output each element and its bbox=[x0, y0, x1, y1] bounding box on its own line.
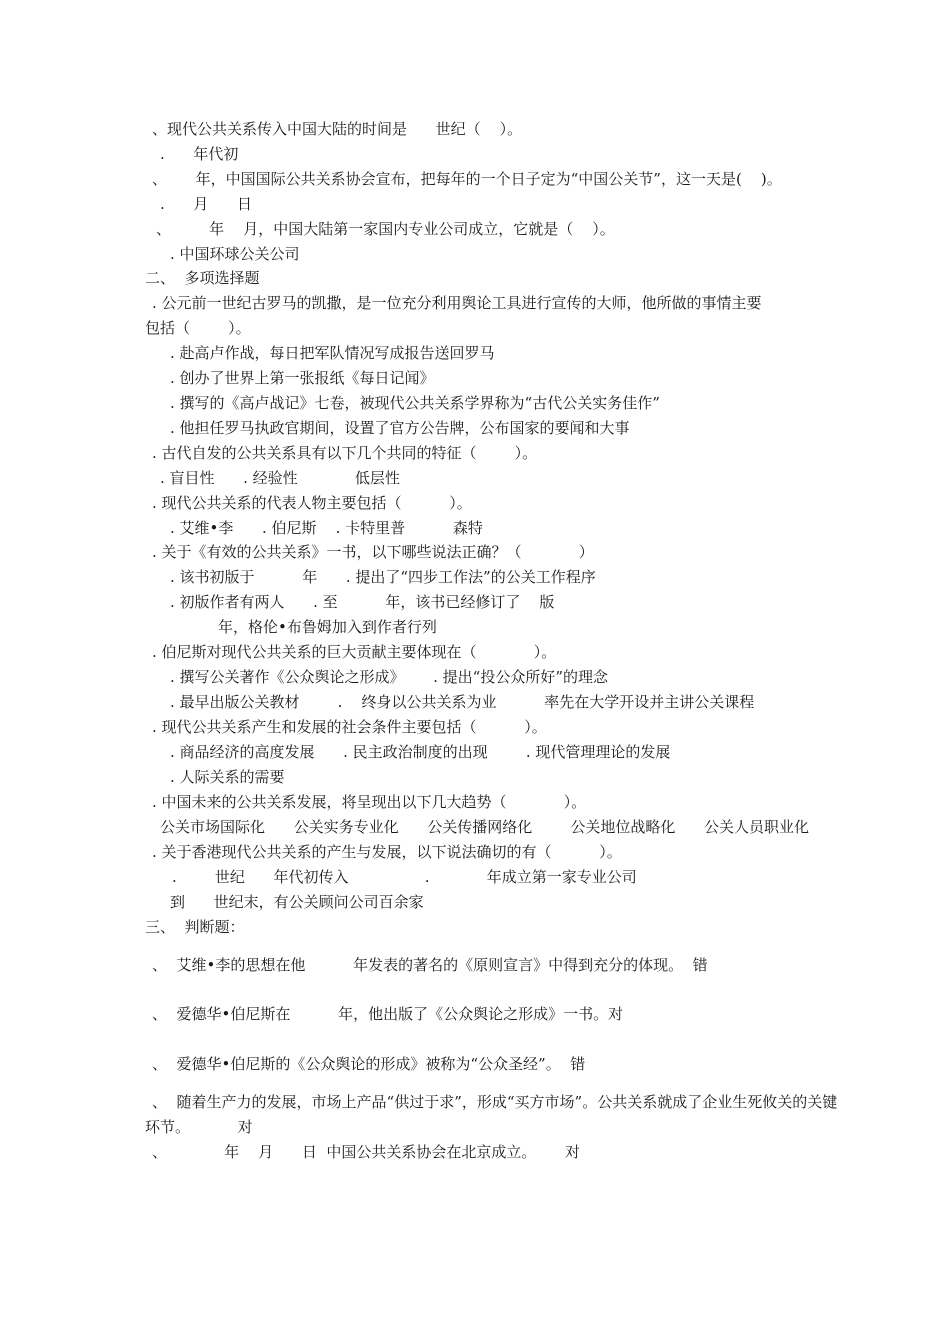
mc4-options-1: . 该书初版于 年 . 提出了“四步工作法”的公关工作程序 bbox=[170, 568, 596, 586]
mc8-options-1: . 世纪 年代初传入 . 年成立第一家专业公司 bbox=[172, 868, 637, 886]
mc1-option-b: . 创办了世界上第一张报纸《每日记闻》 bbox=[170, 369, 435, 387]
mc1-option-d: . 他担任罗马执政官期间，设置了官方公告牌，公布国家的要闻和大事 bbox=[170, 419, 630, 437]
mc4-options-3: 年，格伦•布鲁姆加入到作者行列 bbox=[218, 618, 437, 636]
mc5-text: . 伯尼斯对现代公共关系的巨大贡献主要体现在（ ）。 bbox=[152, 643, 557, 661]
mc3-options: . 艾维•李 . 伯尼斯 . 卡特里普 森特 bbox=[170, 519, 483, 537]
q2-text: 、 年，中国国际公共关系协会宣布，把每年的一个日子定为“中国公关节”，这一天是( )。 bbox=[152, 170, 782, 188]
q3-answer: . 中国环球公关公司 bbox=[170, 245, 300, 263]
mc4-options-2: . 初版作者有两人 . 至 年，该书已经修订了 版 bbox=[170, 593, 555, 611]
q3-text: 、 年 月，中国大陆第一家国内专业公司成立，它就是（ ）。 bbox=[156, 220, 615, 238]
mc7-options: 公关市场国际化 公关实务专业化 公关传播网络化 公关地位战略化 公关人员职业化 bbox=[160, 818, 809, 836]
mc3-text: . 现代公共关系的代表人物主要包括（ ）。 bbox=[152, 494, 472, 512]
mc2-text: . 古代自发的公共关系具有以下几个共同的特征（ ）。 bbox=[152, 444, 538, 462]
mc8-text: . 关于香港现代公共关系的产生与发展，以下说法确切的有（ ）。 bbox=[152, 843, 622, 861]
q2-answer: . 月 日 bbox=[160, 195, 252, 213]
mc6-options-1: . 商品经济的高度发展 . 民主政治制度的出现 . 现代管理理论的发展 bbox=[170, 743, 671, 761]
mc7-text: . 中国未来的公共关系发展，将呈现出以下几大趋势（ ）。 bbox=[152, 793, 587, 811]
section-heading-true-false: 三、 判断题： bbox=[145, 918, 245, 936]
tf4-text-cont: 环节。 对 bbox=[145, 1118, 253, 1136]
section-heading-multiple-choice: 二、 多项选择题 bbox=[145, 269, 260, 287]
tf2-text: 、 爱德华•伯尼斯在 年，他出版了《公众舆论之形成》一书。对 bbox=[152, 1005, 624, 1023]
mc2-options: . 盲目性 . 经验性 低层性 bbox=[160, 469, 400, 487]
mc6-text: . 现代公共关系产生和发展的社会条件主要包括（ ）。 bbox=[152, 718, 547, 736]
mc5-options-2: . 最早出版公关教材 . 终身以公共关系为业 率先在大学开设并主讲公关课程 bbox=[170, 693, 755, 711]
q1-text: 、现代公共关系传入中国大陆的时间是 世纪（ ）。 bbox=[152, 120, 523, 138]
mc1-text: . 公元前一世纪古罗马的凯撒，是一位充分利用舆论工具进行宣传的大师，他所做的事情主要 bbox=[152, 294, 762, 312]
mc1-option-a: . 赴高卢作战，每日把军队情况写成报告送回罗马 bbox=[170, 344, 495, 362]
tf5-text: 、 年 月 日 中国公共关系协会在北京成立。 对 bbox=[152, 1143, 581, 1161]
mc4-text: . 关于《有效的公共关系》一书，以下哪些说法正确？（ ） bbox=[152, 543, 594, 561]
tf4-text: 、 随着生产力的发展，市场上产品“供过于求”，形成“买方市场”。公共关系就成了企业生死攸关的关键 bbox=[152, 1093, 838, 1111]
q1-answer: . 年代初 bbox=[160, 145, 239, 163]
mc6-options-2: . 人际关系的需要 bbox=[170, 768, 285, 786]
mc8-options-2: 到 世纪末，有公关顾问公司百余家 bbox=[170, 893, 424, 911]
mc1-option-c: . 撰写的《高卢战记》七卷，被现代公共关系学界称为“古代公关实务佳作” bbox=[170, 394, 660, 412]
tf3-text: 、 爱德华•伯尼斯的《公众舆论的形成》被称为“公众圣经”。 错 bbox=[152, 1055, 586, 1073]
mc1-text-cont: 包括（ ）。 bbox=[145, 319, 251, 337]
mc5-options-1: . 撰写公关著作《公众舆论之形成》 . 提出“投公众所好”的理念 bbox=[170, 668, 609, 686]
tf1-text: 、 艾维•李的思想在他 年发表的著名的《原则宣言》中得到充分的体现。 错 bbox=[152, 956, 708, 974]
